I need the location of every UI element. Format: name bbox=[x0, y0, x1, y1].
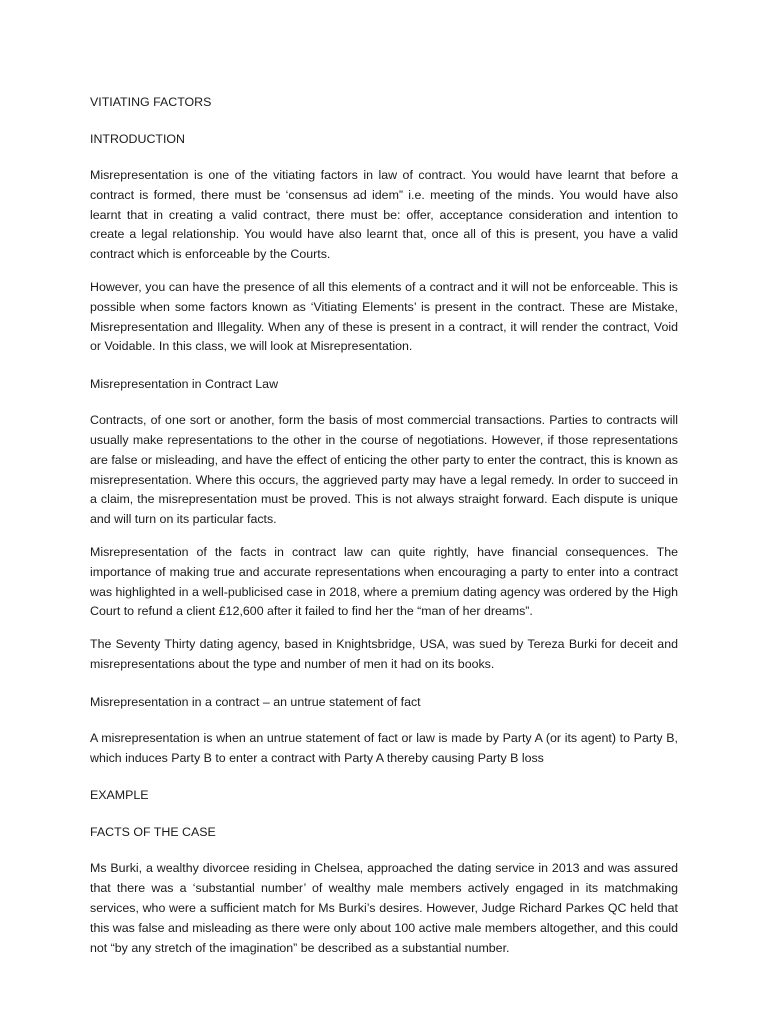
example-heading: EXAMPLE bbox=[90, 788, 149, 803]
intro-paragraph-2: However, you can have the presence of all this elements of a contract and it will not be enforceable. This is possible when some factors known as ‘Vitiating Elements’ is present in the contract. These are Mistake, Misrepresentation and Illegality. When any of these is present in a contract, it will render the contract, Void or Voidable. In this class, we will look at Misrepresentation. bbox=[90, 279, 678, 354]
section-heading-untrue-statement: Misrepresentation in a contract – an untrue statement of fact bbox=[90, 694, 421, 709]
section-heading-contract-law: Misrepresentation in Contract Law bbox=[90, 377, 279, 392]
untrue-statement-paragraph: A misrepresentation is when an untrue statement of fact or law is made by Party A (or its agent) to Party B, which induces Party B to enter a contract with Party A thereby causing Party B loss bbox=[90, 730, 678, 765]
facts-paragraph: Ms Burki, a wealthy divorcee residing in Chelsea, approached the dating service in 2013 and was assured that there was a ‘substantial number’ of wealthy male members actively engaged in its matchmaking services, who were a sufficient match for Ms Burki’s desires. However, Judge Richard Parkes QC held that this was false and misleading as there were only about 100 active male members altogether, and this could not “by any stretch of the imagination” be described as a substantial number. bbox=[90, 861, 678, 955]
contract-law-paragraph-1: Contracts, of one sort or another, form the basis of most commercial transactions. Parties to contracts will usually make representations to the other in the course of negotiations. However, if those representations are false or misleading, and have the effect of enticing the other party to enter the contract, this is known as misrepresentation. Where this occurs, the aggrieved party may have a legal remedy. In order to succeed in a claim, the misrepresentation must be proved. This is not always straight forward. Each dispute is unique and will turn on its particular facts. bbox=[90, 413, 678, 527]
contract-law-paragraph-3: The Seventy Thirty dating agency, based in Knightsbridge, USA, was sued by Tereza Burki for deceit and misrepresentations about the type and number of men it had on its books. bbox=[90, 637, 678, 671]
document-title: VITIATING FACTORS bbox=[90, 95, 212, 109]
contract-law-paragraph-2: Misrepresentation of the facts in contract law can quite rightly, have financial consequences. The importance of making true and accurate representations when encouraging a party to enter into a contract was highlighted in a well-publicised case in 2018, where a premium dating agency was ordered by the High Court to refund a client £12,600 after it failed to find her the “man of her dreams”. bbox=[90, 544, 678, 619]
introduction-heading: INTRODUCTION bbox=[90, 132, 185, 146]
intro-paragraph-1: Misrepresentation is one of the vitiating factors in law of contract. You would have learnt that before a contract is formed, there must be ‘consensus ad idem” i.e. meeting of the minds. You would have also learnt that in creating a valid contract, there must be: offer, acceptance consideration and intention to create a legal relationship. You would have also learnt that, once all of this is present, you have a valid contract which is enforceable by the Courts. bbox=[90, 168, 678, 262]
facts-heading: FACTS OF THE CASE bbox=[90, 825, 216, 840]
